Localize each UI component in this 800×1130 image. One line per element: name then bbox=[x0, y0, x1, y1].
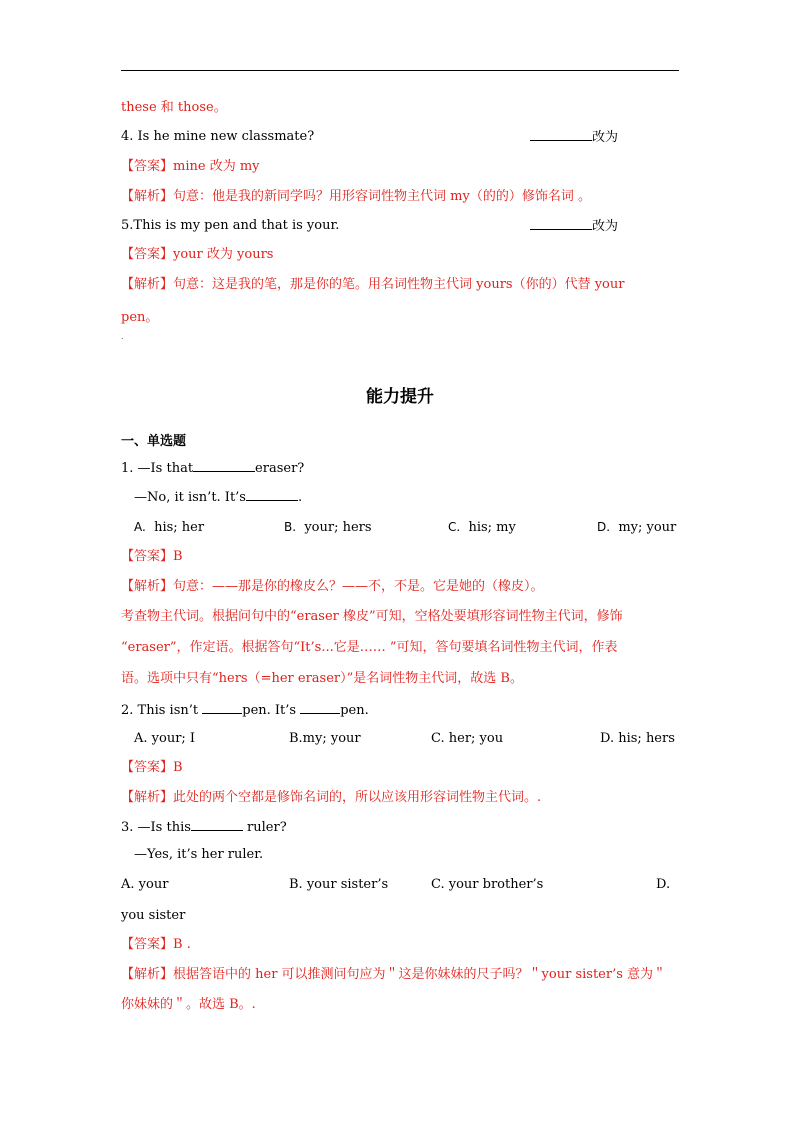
mc3-reply: —Yes, it’s her ruler. bbox=[134, 847, 264, 862]
mc2-stem: 2. This isn’t pen. It’s pen. bbox=[121, 703, 369, 718]
mc3-answer: 【答案】B . bbox=[121, 937, 191, 952]
answer-blank[interactable] bbox=[202, 701, 242, 714]
mc2-option-b[interactable]: B.my; your bbox=[289, 731, 361, 746]
mc1-analysis: 【解析】句意：——那是你的橡皮么？——不，不是。它是她的（橡皮）。 bbox=[121, 579, 544, 594]
mc2-option-c[interactable]: C. her; you bbox=[431, 731, 504, 746]
mc2-option-d[interactable]: D. his; hers bbox=[600, 731, 675, 746]
mc3-option-b[interactable]: B. your sister’s bbox=[289, 877, 389, 892]
header-rule bbox=[121, 70, 679, 71]
answer-blank[interactable] bbox=[530, 217, 592, 230]
mc1-analysis-line-2: 考查物主代词。根据问句中的“eraser 橡皮”可知，空格处要填形容词性物主代词，修饰 bbox=[121, 609, 623, 624]
mc2-analysis: 【解析】此处的两个空都是修饰名词的，所以应该用形容词性物主代词。. bbox=[121, 790, 542, 805]
question-4-fill: 改为 bbox=[530, 128, 618, 147]
mc3-analysis: 【解析】根据答语中的 her 可以推测问句应为＂这是你妹妹的尺子吗？＂your sister’s 意为＂ bbox=[121, 967, 667, 982]
mc1-answer: 【答案】B bbox=[121, 549, 183, 564]
mc1-analysis-line-3: “eraser”，作定语。根据答句“It’s...它是…… ”可知，答句要填名词性物主代词，作表 bbox=[121, 640, 618, 655]
mc1-option-c[interactable]: C. his; my bbox=[448, 520, 516, 535]
answer-blank[interactable] bbox=[246, 488, 298, 501]
continued-analysis-line: these 和 those。 bbox=[121, 100, 227, 115]
question-4-analysis: 【解析】句意：他是我的新同学吗？用形容词性物主代词 my（的的）修饰名词 。 bbox=[121, 189, 591, 204]
paragraph-mark: . bbox=[121, 332, 124, 341]
mc3-analysis-line-2: 你妹妹的＂。故选 B。. bbox=[121, 997, 256, 1012]
question-5-answer: 【答案】your 改为 yours bbox=[121, 247, 274, 262]
mc1-analysis-line-4: 语。选项中只有“hers（=her eraser）”是名词性物主代词，故选 B。 bbox=[121, 671, 523, 686]
subsection-heading: 一、单选题 bbox=[121, 434, 187, 449]
mc1-reply: —No, it isn’t. It’s . bbox=[134, 490, 303, 505]
mc1-option-d[interactable]: D. my; your bbox=[597, 520, 677, 535]
mc3-option-c[interactable]: C. your brother’s bbox=[431, 877, 544, 892]
question-5-analysis: 【解析】句意：这是我的笔，那是你的笔。用名词性物主代词 yours（你的）代替 your bbox=[121, 277, 625, 292]
question-5-fill: 改为 bbox=[530, 217, 618, 236]
answer-blank[interactable] bbox=[193, 459, 255, 472]
answer-blank[interactable] bbox=[300, 701, 340, 714]
section-title: 能力提升 bbox=[366, 387, 434, 407]
answer-blank[interactable] bbox=[530, 128, 592, 141]
question-4-answer: 【答案】mine 改为 my bbox=[121, 159, 260, 174]
question-4: 4. Is he mine new classmate? bbox=[121, 129, 315, 144]
mc3-stem: 3. —Is this ruler? bbox=[121, 820, 287, 835]
mc3-option-d[interactable]: D. bbox=[656, 877, 671, 892]
mc2-answer: 【答案】B bbox=[121, 760, 183, 775]
answer-blank[interactable] bbox=[191, 818, 243, 831]
mc1-option-a[interactable]: A. his; her bbox=[134, 520, 205, 535]
mc3-option-a[interactable]: A. your bbox=[121, 877, 169, 892]
mc1-option-b[interactable]: B. your; hers bbox=[284, 520, 372, 535]
question-5-analysis-cont: pen。 bbox=[121, 310, 159, 325]
mc1-stem: 1. —Is that eraser? bbox=[121, 461, 305, 476]
mc2-option-a[interactable]: A. your; I bbox=[134, 731, 196, 746]
mc3-option-d-text: you sister bbox=[121, 908, 186, 923]
question-5: 5.This is my pen and that is your. bbox=[121, 218, 340, 233]
